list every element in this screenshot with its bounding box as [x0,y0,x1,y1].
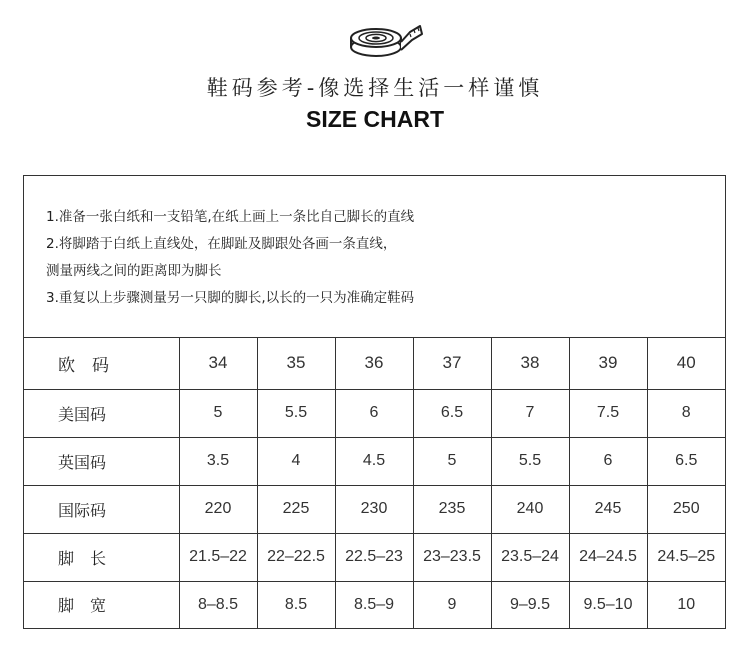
table-cell: 24–24.5 [569,533,647,581]
table-cell: 8–8.5 [179,581,257,628]
table-cell: 5.5 [491,437,569,485]
table-cell: 9 [413,581,491,628]
table-cell: 5 [179,389,257,437]
table-cell: 9–9.5 [491,581,569,628]
row-label: 美国码 [24,389,179,437]
table-cell: 38 [491,338,569,389]
table-cell: 40 [647,338,725,389]
table-cell: 225 [257,485,335,533]
table-cell: 23.5–24 [491,533,569,581]
row-label: 脚 长 [24,533,179,581]
size-table [24,338,725,628]
table-cell: 235 [413,485,491,533]
table-row [24,437,725,485]
table-cell: 21.5–22 [179,533,257,581]
table-cell: 3.5 [179,437,257,485]
row-label: 英国码 [24,437,179,485]
table-cell: 4 [257,437,335,485]
table-cell: 8.5 [257,581,335,628]
table-row [24,338,725,389]
instruction-line: 2.将脚踏于白纸上直线处，在脚趾及脚跟处各画一条直线， [46,236,397,252]
table-cell: 22.5–23 [335,533,413,581]
table-cell: 6.5 [413,389,491,437]
table-cell: 35 [257,338,335,389]
row-label: 脚 宽 [24,581,179,628]
table-cell: 5.5 [257,389,335,437]
table-cell: 245 [569,485,647,533]
row-label: 欧 码 [24,338,179,389]
size-chart-box [23,175,726,629]
table-row [24,485,725,533]
table-cell: 6 [569,437,647,485]
table-cell: 6 [335,389,413,437]
table-cell: 37 [413,338,491,389]
table-cell: 7 [491,389,569,437]
table-cell: 7.5 [569,389,647,437]
instruction-line: 1.准备一张白纸和一支铅笔,在纸上画上一条比自己脚长的直线 [46,209,415,225]
measurement-instructions [24,176,725,338]
table-cell: 6.5 [647,437,725,485]
page-subtitle: 鞋码参考-像选择生活一样谨慎 [206,76,544,100]
table-cell: 5 [413,437,491,485]
table-cell: 220 [179,485,257,533]
table-cell: 22–22.5 [257,533,335,581]
table-row [24,581,725,628]
instruction-line: 测量两线之间的距离即为脚长 [46,263,222,279]
table-cell: 24.5–25 [647,533,725,581]
table-cell: 4.5 [335,437,413,485]
table-cell: 10 [677,595,696,613]
table-cell: 230 [335,485,413,533]
table-cell: 250 [647,485,725,533]
table-row [24,533,725,581]
tape-measure-icon [348,20,424,58]
table-row [24,389,725,437]
table-cell: 240 [491,485,569,533]
row-label: 国际码 [24,485,179,533]
page-title: SIZE CHART [306,106,444,132]
table-cell: 23–23.5 [413,533,491,581]
table-cell: 8 [647,389,725,437]
table-cell: 9.5–10 [569,581,647,628]
table-cell: 8.5–9 [335,581,413,628]
instruction-line: 3.重复以上步骤测量另一只脚的脚长,以长的一只为准确定鞋码 [46,290,415,306]
table-cell: 39 [569,338,647,389]
table-cell: 34 [179,338,257,389]
table-cell: 36 [335,338,413,389]
